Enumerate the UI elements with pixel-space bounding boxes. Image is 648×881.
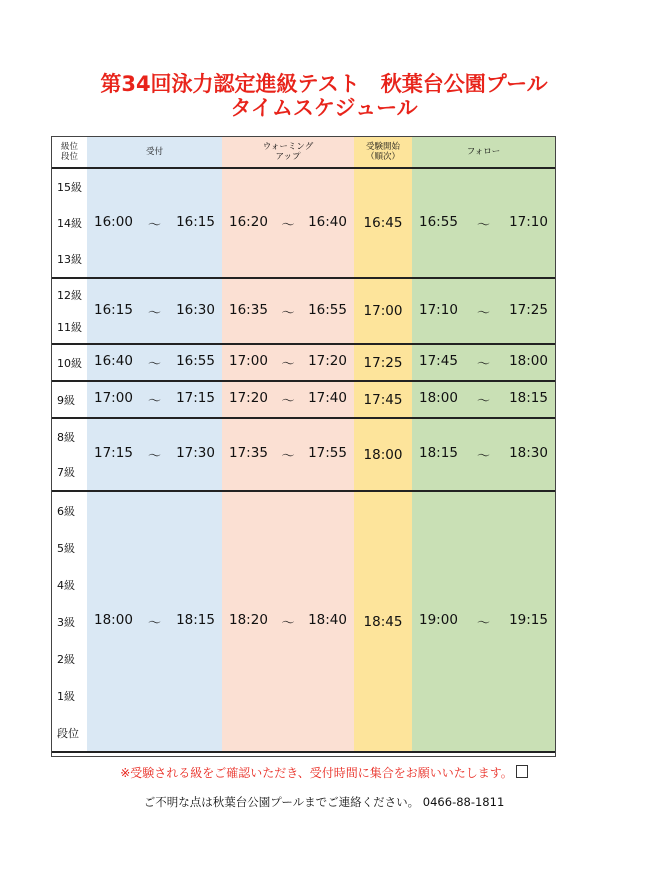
tilde-separator: ～ xyxy=(281,616,295,631)
follow-time-end: 18:30 xyxy=(509,445,548,461)
tilde-separator: ～ xyxy=(476,449,490,464)
tilde-separator: ～ xyxy=(476,357,490,372)
level-label: 13級 xyxy=(57,253,82,266)
exam-start-time: 17:45 xyxy=(354,381,412,418)
level-label: 3級 xyxy=(57,615,75,629)
header-level: 級位 段位 xyxy=(52,137,87,168)
exam-start-time: 16:45 xyxy=(354,168,412,278)
follow-time xyxy=(412,418,555,491)
header-warmup: ウォーミング アップ xyxy=(222,137,354,168)
level-label: 7級 xyxy=(57,466,75,480)
page-title: 第34回泳力認定進級テスト 秋葉台公園プール xyxy=(100,72,548,96)
notice-text: ※受験される級をご確認いただき、受付時間に集合をお願いいたします。 xyxy=(0,765,648,780)
schedule-row xyxy=(52,491,555,752)
warmup-time-start: 17:35 xyxy=(229,445,268,461)
tilde-separator: ～ xyxy=(476,616,490,631)
warmup-time-end: 17:55 xyxy=(308,445,347,461)
warmup-time xyxy=(222,278,354,344)
reception-time-end: 17:15 xyxy=(176,390,215,406)
checkbox-icon xyxy=(516,765,528,778)
reception-time xyxy=(87,381,222,418)
level-label: 14級 xyxy=(57,217,82,230)
follow-time-start: 19:00 xyxy=(419,612,458,628)
reception-time xyxy=(87,168,222,278)
reception-time-end: 16:30 xyxy=(176,301,215,318)
reception-time-start: 16:40 xyxy=(94,353,133,369)
level-label: 15級 xyxy=(57,181,82,194)
tilde-separator: ～ xyxy=(476,217,490,233)
tilde-separator: ～ xyxy=(147,357,161,372)
contact-info: ご不明な点は秋葉台公園プールまでご連絡ください。 0466-88-1811 xyxy=(143,795,505,809)
tilde-separator: ～ xyxy=(281,217,295,233)
level-cell xyxy=(52,168,87,278)
tilde-separator: ～ xyxy=(147,305,161,321)
header-follow: フォロー xyxy=(412,137,555,168)
header-reception: 受付 xyxy=(87,137,222,168)
reception-time-end: 18:15 xyxy=(176,612,215,628)
follow-time xyxy=(412,278,555,344)
follow-time-start: 18:15 xyxy=(419,445,458,461)
header-exam-start: 受験開始 （順次） xyxy=(354,137,412,168)
level-label: 8級 xyxy=(57,430,75,444)
warmup-time-start: 16:35 xyxy=(229,301,268,318)
reception-time-start: 16:15 xyxy=(94,301,133,318)
reception-time xyxy=(87,344,222,381)
follow-time-end: 17:10 xyxy=(509,213,548,230)
schedule-row xyxy=(52,344,555,381)
follow-time-end: 18:15 xyxy=(509,390,548,406)
level-label: 10級 xyxy=(57,356,82,370)
level-label: 9級 xyxy=(57,393,75,407)
warmup-time-start: 16:20 xyxy=(229,213,268,230)
warmup-time-start: 17:20 xyxy=(229,390,268,406)
reception-time-start: 16:00 xyxy=(94,213,133,230)
tilde-separator: ～ xyxy=(476,305,490,321)
follow-time xyxy=(412,491,555,752)
tilde-separator: ～ xyxy=(147,616,161,631)
warmup-time xyxy=(222,381,354,418)
level-label: 5級 xyxy=(57,541,75,555)
level-label: 6級 xyxy=(57,504,75,518)
level-cell xyxy=(52,278,87,344)
exam-start-time: 18:45 xyxy=(354,491,412,752)
warmup-time-end: 16:55 xyxy=(308,301,347,318)
level-cell xyxy=(52,418,87,491)
warmup-time-end: 17:20 xyxy=(308,353,347,369)
follow-time-end: 18:00 xyxy=(509,353,548,369)
follow-time xyxy=(412,168,555,278)
reception-time-start: 18:00 xyxy=(94,612,133,628)
level-label: 12級 xyxy=(57,289,82,302)
tilde-separator: ～ xyxy=(476,394,490,409)
warmup-time xyxy=(222,491,354,752)
table-header-row xyxy=(52,137,555,168)
exam-start-time: 17:00 xyxy=(354,278,412,344)
reception-time-end: 16:55 xyxy=(176,353,215,369)
level-label: 11級 xyxy=(57,321,82,334)
tilde-separator: ～ xyxy=(281,305,295,321)
exam-start-time: 18:00 xyxy=(354,418,412,491)
warmup-time xyxy=(222,344,354,381)
level-cell xyxy=(52,381,87,418)
reception-time-start: 17:00 xyxy=(94,390,133,406)
reception-time xyxy=(87,491,222,752)
reception-time xyxy=(87,418,222,491)
reception-time-start: 17:15 xyxy=(94,445,133,461)
follow-time-end: 17:25 xyxy=(509,301,548,318)
follow-time-start: 16:55 xyxy=(419,213,458,230)
level-cell xyxy=(52,491,87,752)
schedule-row xyxy=(52,418,555,491)
schedule-row xyxy=(52,168,555,278)
schedule-row xyxy=(52,381,555,418)
follow-time-end: 19:15 xyxy=(509,612,548,628)
warmup-time-end: 18:40 xyxy=(308,612,347,628)
warmup-time-start: 17:00 xyxy=(229,353,268,369)
level-label: 2級 xyxy=(57,652,75,666)
exam-start-time: 17:25 xyxy=(354,344,412,381)
schedule-row xyxy=(52,278,555,344)
follow-time xyxy=(412,381,555,418)
warmup-time xyxy=(222,418,354,491)
tilde-separator: ～ xyxy=(281,357,295,372)
level-label: 4級 xyxy=(57,578,75,592)
tilde-separator: ～ xyxy=(147,217,161,233)
reception-time xyxy=(87,278,222,344)
follow-time-start: 17:45 xyxy=(419,353,458,369)
reception-time-end: 17:30 xyxy=(176,445,215,461)
level-cell xyxy=(52,344,87,381)
warmup-time xyxy=(222,168,354,278)
follow-time-start: 18:00 xyxy=(419,390,458,406)
warmup-time-start: 18:20 xyxy=(229,612,268,628)
tilde-separator: ～ xyxy=(147,394,161,409)
warmup-time-end: 17:40 xyxy=(308,390,347,406)
level-label: 段位 xyxy=(57,726,79,740)
page-subtitle: タイムスケジュール xyxy=(230,96,418,120)
tilde-separator: ～ xyxy=(147,449,161,464)
level-label: 1級 xyxy=(57,689,75,703)
schedule-table xyxy=(52,137,555,753)
tilde-separator: ～ xyxy=(281,449,295,464)
follow-time xyxy=(412,344,555,381)
warmup-time-end: 16:40 xyxy=(308,213,347,230)
follow-time-start: 17:10 xyxy=(419,301,458,318)
reception-time-end: 16:15 xyxy=(176,213,215,230)
tilde-separator: ～ xyxy=(281,394,295,409)
